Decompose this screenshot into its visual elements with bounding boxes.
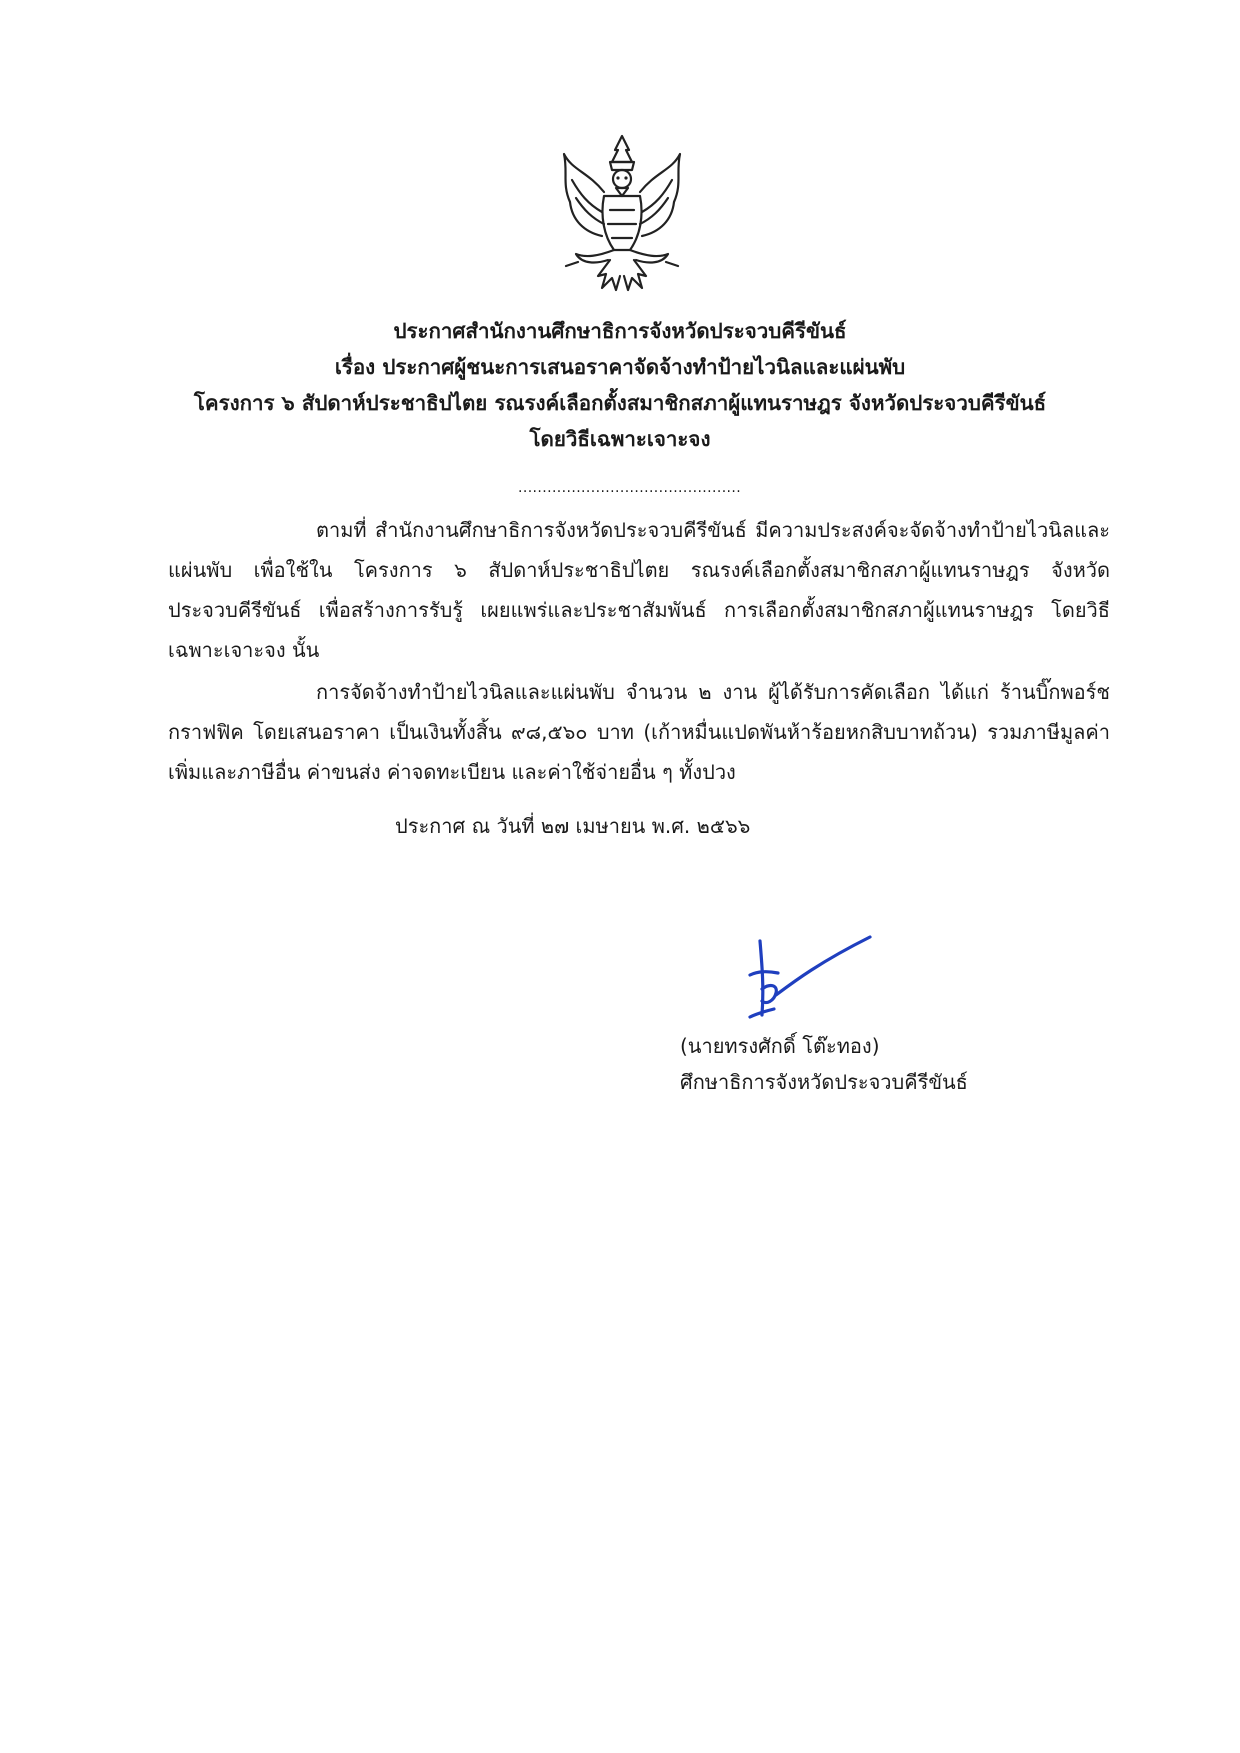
signer-position: ศึกษาธิการจังหวัดประจวบคีรีขันธ์: [680, 1070, 968, 1094]
announcement-title: ประกาศสำนักงานศึกษาธิการจังหวัดประจวบคีรีขันธ์: [393, 319, 847, 343]
announcement-subject: เรื่อง ประกาศผู้ชนะการเสนอราคาจัดจ้างทำป้ายไวนิลและแผ่นพับ: [334, 355, 906, 379]
handwritten-signature: [748, 935, 873, 1020]
signer-name: (นายทรงศักดิ์ โต๊ะทอง): [680, 1034, 880, 1058]
announcement-date: ประกาศ ณ วันที่ ๒๗ เมษายน พ.ศ. ๒๕๖๖: [395, 814, 751, 838]
title-separator: ..............................................: [518, 480, 742, 496]
paragraph-2-text: การจัดจ้างทำป้ายไวนิลและแผ่นพับ จำนวน ๒ งาน ผู้ได้รับการคัดเลือก ได้แก่ ร้านบิ๊กพอร์ช กราฟฟิค โดยเสนอราคา เป็นเงินทั้งสิ้น ๙๘,๕๖๐ บาท (เก้าหมื่นแปดพันห้าร้อยหกสิบบาทถ้วน) รวมภาษีมูลค่าเพิ่มและภาษีอื่น ค่าขนส่ง ค่าจดทะเบียน และค่าใช้จ่ายอื่น ๆ ทั้งปวง: [168, 680, 1110, 784]
body-paragraph-1: [168, 510, 1110, 670]
garuda-emblem-icon: [558, 132, 686, 302]
procurement-method: โดยวิธีเฉพาะเจาะจง: [529, 427, 711, 451]
project-name: โครงการ ๖ สัปดาห์ประชาธิปไตย รณรงค์เลือกตั้งสมาชิกสภาผู้แทนราษฎร จังหวัดประจวบคีรีขันธ์: [193, 391, 1047, 415]
body-paragraph-2: [168, 672, 1110, 792]
paragraph-1-text: ตามที่ สำนักงานศึกษาธิการจังหวัดประจวบคีรีขันธ์ มีความประสงค์จะจัดจ้างทำป้ายไวนิลและแผ่นพับ เพื่อใช้ใน โครงการ ๖ สัปดาห์ประชาธิปไตย รณรงค์เลือกตั้งสมาชิกสภาผู้แทนราษฎร จังหวัดประจวบคีรีขันธ์ เพื่อสร้างการรับรู้ เผยแพร่และประชาสัมพันธ์ การเลือกตั้งสมาชิกสภาผู้แทนราษฎร โดยวิธีเฉพาะเจาะจง นั้น: [168, 518, 1110, 662]
